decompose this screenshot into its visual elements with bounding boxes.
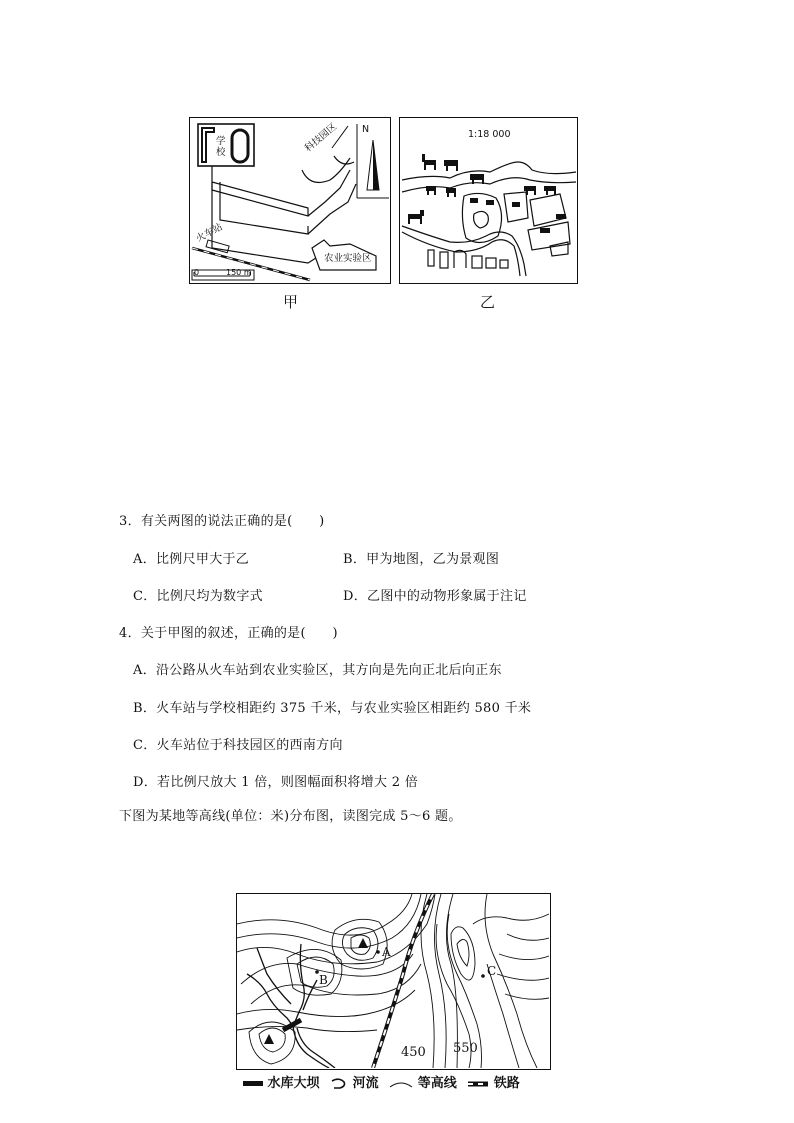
peak-icon: [358, 938, 368, 948]
label-b: B: [319, 973, 328, 987]
legend-contour-label: 等高线: [417, 1076, 457, 1091]
question-3-option-a: A．比例尺甲大于乙: [133, 552, 250, 567]
road-park-2: [308, 184, 356, 234]
legend-dam-label: 水库大坝: [267, 1076, 320, 1091]
point-c: [481, 974, 485, 978]
question-3-option-c: C．比例尺均为数字式: [133, 589, 263, 604]
river-icon: [247, 944, 335, 1068]
north-label: N: [362, 124, 370, 135]
legend-river-label: 河流: [352, 1076, 379, 1091]
map-yi: [399, 117, 578, 284]
legend-contour-icon: [389, 1078, 413, 1090]
road-upper: [212, 166, 308, 216]
label-c: C: [487, 964, 497, 978]
legend-dam-icon: [243, 1081, 263, 1086]
scale-length: 150 m: [226, 268, 252, 277]
legend-railway-label: 铁路: [493, 1076, 520, 1091]
legend-river-icon: [330, 1078, 348, 1090]
map-jia: [189, 117, 391, 284]
park-outline-2: [334, 156, 354, 164]
map-jia-caption: 甲: [283, 293, 299, 311]
legend-railway-icon: [467, 1079, 489, 1089]
road-park: [308, 170, 350, 216]
animal-icon: [408, 154, 566, 233]
station-label: 火车站: [194, 221, 225, 245]
scale-zero: 0: [194, 268, 200, 277]
contour-map-drawing: [237, 894, 549, 1068]
dam-icon: [283, 1020, 301, 1030]
contour-value-550: 550: [453, 1041, 478, 1056]
map-yi-drawing: [400, 118, 576, 282]
question-3-option-b: B．甲为地图，乙为景观图: [343, 552, 500, 567]
question-3-option-d: D．乙图中的动物形象属于注记: [343, 589, 527, 604]
question-4-option-d: D．若比例尺放大 1 倍，则图幅面积将增大 2 倍: [133, 775, 418, 790]
school-label-1: 学校: [216, 136, 226, 158]
question-4-option-a: A．沿公路从火车站到农业实验区，其方向是先向正北后向正东: [133, 663, 502, 678]
question-4-option-b: B．火车站与学校相距约 375 千米，与农业实验区相距约 580 千米: [133, 701, 532, 716]
station-icon: [206, 240, 229, 253]
contour-icon: [237, 894, 549, 1068]
map-jia-drawing: [190, 118, 389, 282]
school-icon: [198, 124, 254, 166]
question-4-stem: 4．关于甲图的叙述，正确的是( ): [119, 626, 338, 641]
railway-icon: [373, 894, 433, 1068]
building-icon: [428, 250, 508, 268]
peak-icon-2: [264, 1034, 274, 1044]
contour-value-450: 450: [401, 1045, 426, 1060]
label-a: A: [382, 945, 391, 959]
map-yi-caption: 乙: [480, 293, 496, 311]
agri-label: 农业实验区: [324, 253, 372, 264]
intro-5-6: 下图为某地等高线(单位：米)分布图，读图完成 5～6 题。: [119, 809, 462, 824]
point-a: [376, 950, 380, 954]
park-outline: [302, 158, 350, 182]
contour-legend: [243, 1072, 520, 1091]
map-yi-scale: 1:18 000: [468, 129, 511, 140]
park-label: 科技园区: [302, 121, 340, 155]
road-inner: [220, 182, 308, 234]
north-arrow-icon: [357, 124, 389, 198]
question-4-option-c: C．火车站位于科技园区的西南方向: [133, 738, 343, 753]
question-3-stem: 3．有关两图的说法正确的是( ): [119, 514, 325, 529]
contour-map: [236, 893, 551, 1070]
